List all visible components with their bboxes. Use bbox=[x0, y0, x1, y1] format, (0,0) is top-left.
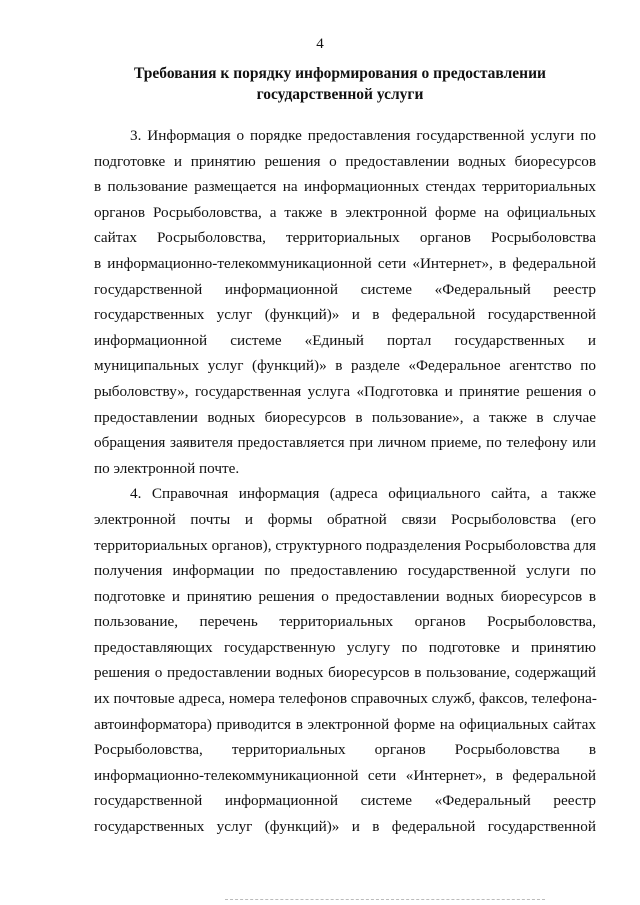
document-body bbox=[94, 123, 596, 840]
heading-line: Требования к порядку информирования о предоставлении bbox=[134, 65, 546, 82]
text-line: государственных услуг (функций)» и в федеральной государственной bbox=[94, 306, 596, 324]
text-line: рыболовству», государственная услуга «Подготовка и принятие решения о bbox=[94, 382, 596, 400]
text-line: Росрыболовства, территориальных органов Росрыболовства в bbox=[94, 741, 596, 759]
text-line: подготовке и принятию решения о предоставлении водных биоресурсов bbox=[94, 152, 596, 170]
text-line: муниципальных услуг (функций)» в разделе «Федеральное агентство по bbox=[94, 357, 596, 375]
text-line: информационной системе «Единый портал государственных и bbox=[94, 331, 596, 349]
text-line: подготовке и принятию решения о предоставлении водных биоресурсов в bbox=[94, 587, 596, 605]
scan-edge-line bbox=[225, 899, 545, 901]
text-line: информационно-телекоммуникационной сети «Интернет», в федеральной bbox=[94, 766, 596, 784]
text-line: территориальных органов), структурного подразделения Росрыболовства для bbox=[94, 536, 596, 554]
text-line: решения о предоставлении водных биоресурсов в пользование, содержащий bbox=[94, 664, 596, 682]
text-line: получения информации по предоставлению государственной услуги по bbox=[94, 562, 596, 580]
paragraph-4 bbox=[94, 481, 596, 839]
text-line: их почтовые адреса, номера телефонов справочных служб, факсов, телефона- bbox=[94, 690, 597, 708]
text-line: предоставлении водных биоресурсов в пользование», а также в случае bbox=[94, 408, 596, 426]
text-line: электронной почты и формы обратной связи Росрыболовства (его bbox=[94, 510, 596, 528]
text-line: предоставляющих государственную услугу по подготовке и принятию bbox=[94, 638, 596, 656]
text-line: по электронной почте. bbox=[94, 459, 240, 477]
text-line: государственной информационной системе «Федеральный реестр bbox=[94, 792, 596, 810]
text-line: автоинформатора) приводится в электронной форме на официальных сайтах bbox=[94, 715, 596, 733]
heading-line: государственной услуги bbox=[256, 86, 424, 103]
section-heading bbox=[60, 63, 620, 105]
text-line: сайтах Росрыболовства, территориальных органов Росрыболовства bbox=[94, 229, 596, 247]
text-line: обращения заявителя предоставляется при личном приеме, по телефону или bbox=[94, 434, 596, 452]
text-line: органов Росрыболовства, а также в электронной форме на официальных bbox=[94, 203, 596, 221]
text-line: в информационно-телекоммуникационной сети «Интернет», в федеральной bbox=[94, 254, 596, 272]
text-line: 4. Справочная информация (адреса официального сайта, а также bbox=[130, 485, 596, 503]
text-line: государственных услуг (функций)» и в федеральной государственной bbox=[94, 818, 596, 836]
text-line: пользование, перечень территориальных органов Росрыболовства, bbox=[94, 613, 596, 631]
page-number: 4 bbox=[316, 36, 324, 52]
text-line: государственной информационной системе «Федеральный реестр bbox=[94, 280, 596, 298]
paragraph-3 bbox=[94, 123, 596, 481]
text-line: 3. Информация о порядке предоставления государственной услуги по bbox=[130, 127, 596, 144]
text-line: в пользование размещается на информационных стендах территориальных bbox=[94, 178, 596, 196]
